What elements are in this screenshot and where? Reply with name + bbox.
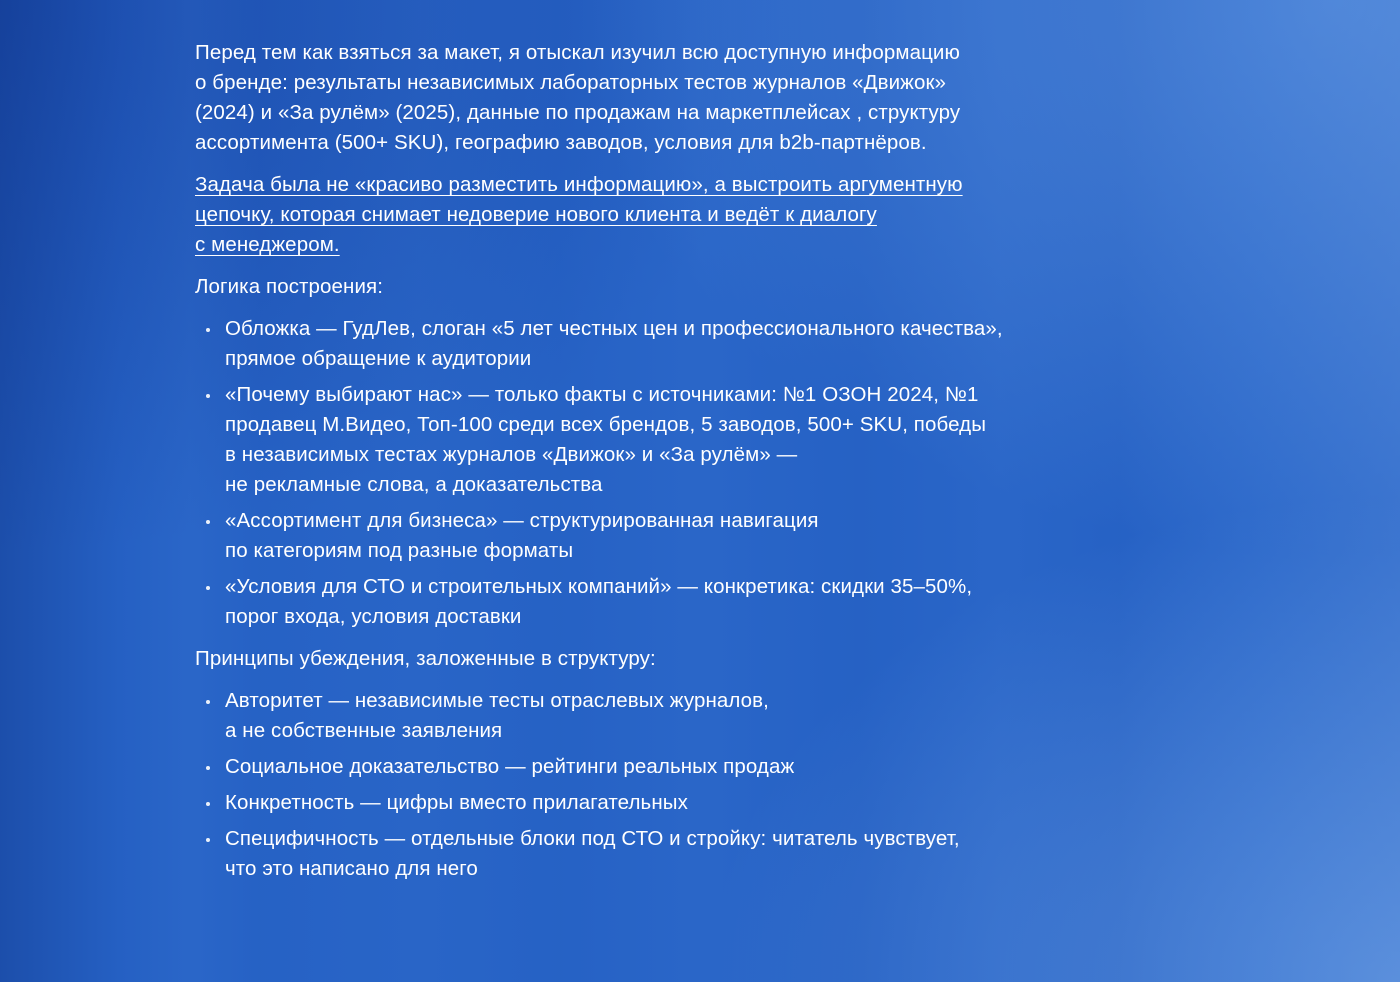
list-item-line: порог входа, условия доставки <box>225 605 522 628</box>
list-item-line: Социальное доказательство — рейтинги реальных продаж <box>225 755 795 778</box>
principles-heading: Принципы убеждения, заложенные в структуру: <box>195 647 656 670</box>
list-item-line: «Ассортимент для бизнеса» — структурированная навигация <box>225 509 819 532</box>
list-item-line: Специфичность — отдельные блоки под СТО и стройку: читатель чувствует, <box>225 827 960 850</box>
list-item-line: что это написано для него <box>225 857 478 880</box>
list-item-line: продавец М.Видео, Топ-100 среди всех брендов, 5 заводов, 500+ SKU, победы <box>225 413 987 436</box>
intro-line: (2024) и «За рулём» (2025), данные по продажам на маркетплейсах , структуру <box>195 101 961 124</box>
article-body <box>195 38 1095 896</box>
intro-line: Перед тем как взяться за макет, я отыскал изучил всю доступную информацию <box>195 41 960 64</box>
bullet-dot-icon <box>206 520 210 524</box>
task-line: с менеджером. <box>195 233 340 256</box>
list-item-line: Обложка — ГудЛев, слоган «5 лет честных цен и профессионального качества», <box>225 317 1003 340</box>
intro-line: о бренде: результаты независимых лабораторных тестов журналов «Движок» <box>195 71 947 94</box>
list-item <box>195 788 1095 818</box>
list-item-line: Конкретность — цифры вместо прилагательных <box>225 791 688 814</box>
bullet-dot-icon <box>206 766 210 770</box>
list-item-line: прямое обращение к аудитории <box>225 347 532 370</box>
task-paragraph <box>195 170 1095 260</box>
bullet-dot-icon <box>206 586 210 590</box>
list-item-line: Авторитет — независимые тесты отраслевых журналов, <box>225 689 769 712</box>
intro-paragraph <box>195 38 1095 158</box>
bullet-dot-icon <box>206 394 210 398</box>
bullet-dot-icon <box>206 838 210 842</box>
logic-heading: Логика построения: <box>195 275 384 298</box>
task-line: Задача была не «красиво разместить информацию», а выстроить аргументную <box>195 173 963 196</box>
list-item <box>195 506 1095 566</box>
bullet-dot-icon <box>206 328 210 332</box>
list-item <box>195 752 1095 782</box>
list-item <box>195 686 1095 746</box>
list-item-line: по категориям под разные форматы <box>225 539 574 562</box>
list-item <box>195 314 1095 374</box>
task-line: цепочку, которая снимает недоверие нового клиента и ведёт к диалогу <box>195 203 877 226</box>
list-item <box>195 380 1095 500</box>
bullet-dot-icon <box>206 802 210 806</box>
bullet-dot-icon <box>206 700 210 704</box>
logic-list <box>195 314 1095 632</box>
list-item-line: «Почему выбирают нас» — только факты с источниками: №1 ОЗОН 2024, №1 <box>225 383 979 406</box>
list-item-line: в независимых тестах журналов «Движок» и «За рулём» — <box>225 443 798 466</box>
list-item-line: «Условия для СТО и строительных компаний» — конкретика: скидки 35–50%, <box>225 575 973 598</box>
list-item-line: а не собственные заявления <box>225 719 503 742</box>
principles-list <box>195 686 1095 884</box>
intro-line: ассортимента (500+ SKU), географию заводов, условия для b2b-партнёров. <box>195 131 927 154</box>
list-item <box>195 572 1095 632</box>
list-item <box>195 824 1095 884</box>
list-item-line: не рекламные слова, а доказательства <box>225 473 603 496</box>
